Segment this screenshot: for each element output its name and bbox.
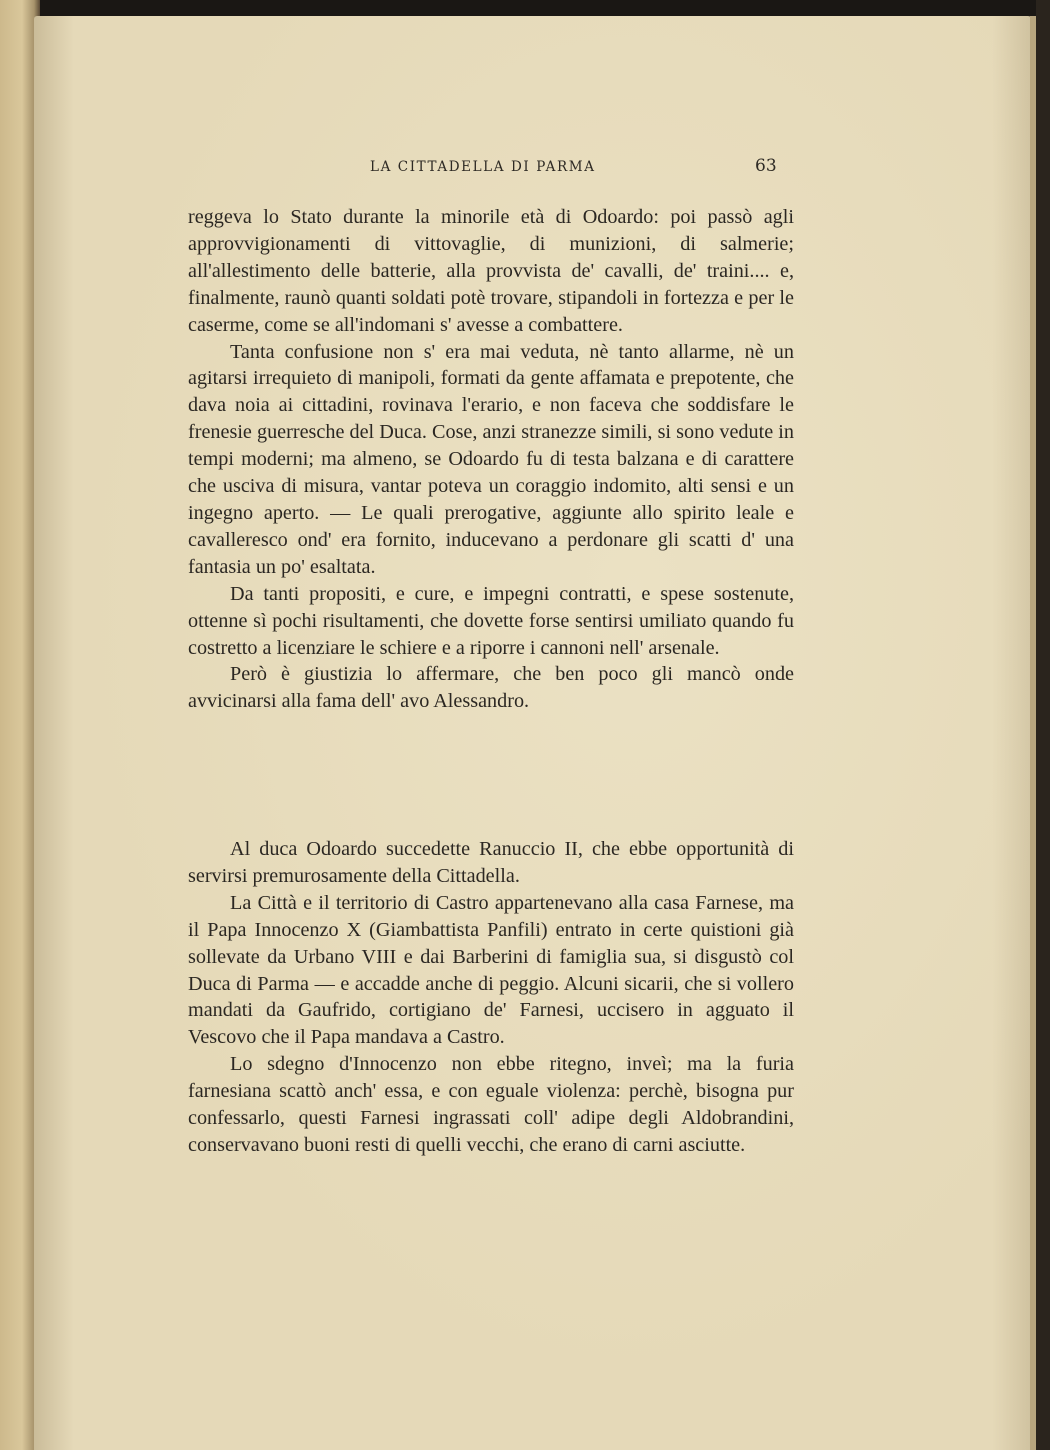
paragraph: reggeva lo Stato durante la minorile età di Odoardo: poi passò agli approvvigionamenti di vittovaglie, di munizioni, di salmerie; all'allestimento delle batterie, alla provvista de' cavalli, de' traini.... e, finalmente, raunò quanti soldati potè trovare, stipandoli in fortezza e per le caserme, come se all'indomani s' avesse a combattere.	[188, 206, 794, 336]
paragraph: Al duca Odoardo succedette Ranuccio II, che ebbe opportunità di servirsi premurosamente della Cittadella.	[188, 838, 794, 887]
page-number: 63	[755, 156, 777, 176]
scan-background-strip	[1036, 0, 1050, 1450]
paragraph: Però è giustizia lo affermare, che ben poco gli mancò onde avvicinarsi alla fama dell' avo Alessandro.	[188, 663, 794, 713]
text-section-1	[188, 204, 794, 715]
running-head-title: LA CITTADELLA DI PARMA	[370, 159, 596, 175]
paragraph: Lo sdegno d'Innocenzo non ebbe ritegno, inveì; ma la furia farnesiana scattò anch' essa, e con eguale violenza: perchè, bisogna pur confessarlo, questi Farnesi ingrassati coll' adipe degli Aldobrandini, conservavano buoni resti di quelli vecchi, che erano di carni asciutte.	[188, 1053, 794, 1156]
paragraph: Da tanti propositi, e cure, e impegni contratti, e spese sostenute, ottenne sì pochi risultamenti, che dovette forse sentirsi umiliato quando fu costretto a licenziare le schiere e a riporre i cannoni nell' arsenale.	[188, 582, 794, 659]
paragraph: La Città e il territorio di Castro appartenevano alla casa Farnese, ma il Papa Innocenzo X (Giambattista Panfili) entrato in certe quistioni già sollevate da Urbano VIII e dai Barberini di famiglia sua, si disgustò col Duca di Parma — e accadde anche di peggio. Alcuni sicarii, che si vollero mandati da Gaufrido, cortigiano de' Farnesi, uccisero in agguato il Vescovo che il Papa mandava a Castro.	[188, 891, 794, 1049]
text-section-2	[188, 836, 794, 1159]
running-head	[0, 156, 1050, 183]
paragraph: Tanta confusione non s' era mai veduta, nè tanto allarme, nè un agitarsi irrequieto di manipoli, formati da gente affamata e prepotente, che dava noia ai cittadini, rovinava l'erario, e non faceva che soddisfare le frenesie guerresche del Duca. Cose, anzi stranezze simili, si sono vedute in tempi moderni; ma almeno, se Odoardo fu di testa balzana e di carattere che usciva di misura, vantar poteva un coraggio indomito, alti sensi e un ingegno aperto. — Le quali prerogative, aggiunte allo spirito leale e cavalleresco ond' era fornito, inducevano a perdonare gli scatti d' una fantasia un po' esaltata.	[188, 340, 794, 578]
